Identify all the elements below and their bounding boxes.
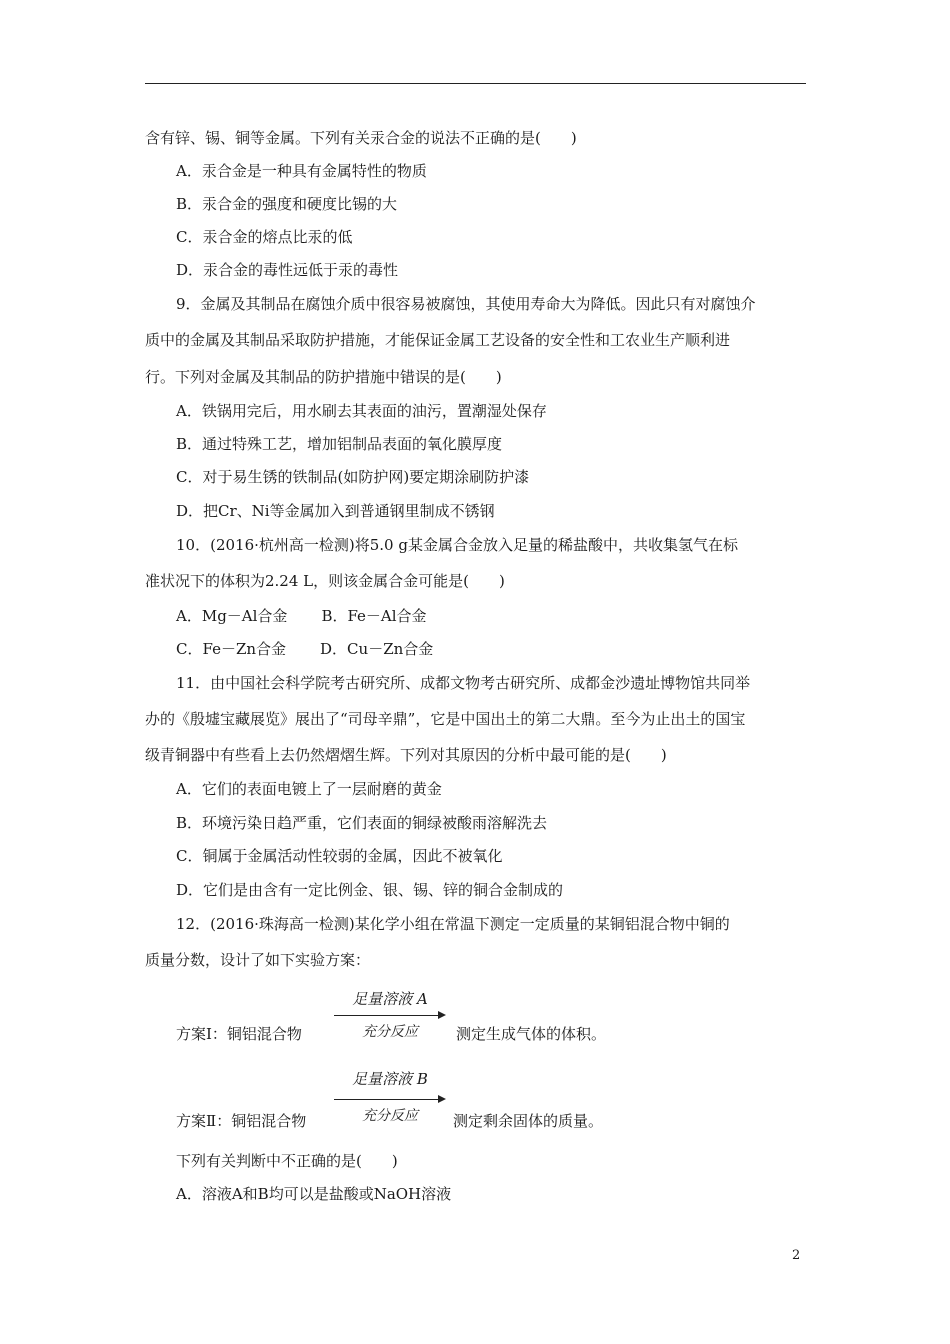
q11-stem-line3: 级青铜器中有些看上去仍然熠熠生辉。下列对其原因的分析中最可能的是( ): [145, 746, 667, 764]
q11-option-c: C．铜属于金属活动性较弱的金属，因此不被氧化: [176, 847, 503, 865]
scheme-1-arrow: [334, 988, 446, 1048]
q8-stem-tail: 含有锌、锡、铜等金属。下列有关汞合金的说法不正确的是( ): [145, 129, 577, 147]
q8-option-a: A．汞合金是一种具有金属特性的物质: [176, 162, 427, 180]
q10-stem-line1: 10．(2016·杭州高一检测)将5.0 g某金属合金放入足量的稀盐酸中，共收集氢气在标: [176, 536, 738, 554]
q10-option-b: B．Fe－Al合金: [321, 607, 427, 625]
q9-stem-line1: 9．金属及其制品在腐蚀介质中很容易被腐蚀，其使用寿命大为降低。因此只有对腐蚀介: [176, 295, 756, 313]
q12-option-a: A．溶液A和B均可以是盐酸或NaOH溶液: [176, 1185, 452, 1203]
scheme-1-arrowhead: [438, 1011, 446, 1019]
scheme-1-label: 方案Ⅰ：铜铝混合物: [176, 1025, 302, 1043]
q10-option-c: C．Fe－Zn合金: [176, 640, 287, 658]
scheme-2-result: 测定剩余固体的质量。: [453, 1112, 604, 1130]
q9-option-d: D．把Cr、Ni等金属加入到普通钢里制成不锈钢: [176, 502, 495, 520]
scheme-1-result: 测定生成气体的体积。: [456, 1025, 607, 1043]
q8-option-c: C．汞合金的熔点比汞的低: [176, 228, 353, 246]
q10-stem-line2: 准状况下的体积为2.24 L，则该金属合金可能是( ): [145, 572, 505, 590]
q9-option-c: C．对于易生锈的铁制品(如防护网)要定期涂刷防护漆: [176, 468, 530, 486]
q11-stem-line1: 11．由中国社会科学院考古研究所、成都文物考古研究所、成都金沙遗址博物馆共同举: [176, 674, 751, 692]
q9-stem-line2: 质中的金属及其制品采取防护措施，才能保证金属工艺设备的安全性和工农业生产顺利进: [145, 331, 731, 349]
header-rule: [145, 83, 806, 84]
scheme-2-label: 方案Ⅱ：铜铝混合物: [176, 1112, 307, 1130]
scheme-2-condition: 充分反应: [362, 1108, 418, 1124]
q10-option-a: A．Mg－Al合金: [176, 607, 288, 625]
scheme-1-arrow-line: [334, 1015, 442, 1016]
q9-option-b: B．通过特殊工艺，增加铝制品表面的氧化膜厚度: [176, 435, 503, 453]
scheme-1-reagent: 足量溶液 A: [352, 990, 428, 1008]
q11-option-a: A．它们的表面电镀上了一层耐磨的黄金: [176, 780, 442, 798]
q11-option-b: B．环境污染日趋严重，它们表面的铜绿被酸雨溶解洗去: [176, 814, 548, 832]
q12-stem-line2: 质量分数，设计了如下实验方案：: [145, 951, 371, 969]
scheme-2-reagent: 足量溶液 B: [352, 1070, 428, 1088]
q12-question: 下列有关判断中不正确的是( ): [176, 1152, 398, 1170]
scheme-1-condition: 充分反应: [362, 1024, 418, 1040]
q10-option-d: D．Cu－Zn合金: [320, 640, 434, 658]
q8-option-d: D．汞合金的毒性远低于汞的毒性: [176, 261, 399, 279]
page-number: 2: [792, 1248, 801, 1263]
q12-stem-line1: 12．(2016·珠海高一检测)某化学小组在常温下测定一定质量的某铜铝混合物中铜的: [176, 915, 730, 933]
q10-options-row1: [176, 606, 427, 626]
q8-option-b: B．汞合金的强度和硬度比锡的大: [176, 195, 398, 213]
q9-stem-line3: 行。下列对金属及其制品的防护措施中错误的是( ): [145, 368, 502, 386]
scheme-2-arrowhead: [438, 1095, 446, 1103]
q11-option-d: D．它们是由含有一定比例金、银、锡、锌的铜合金制成的: [176, 881, 564, 899]
scheme-2-arrow: [334, 1068, 446, 1128]
q10-options-row2: [176, 639, 433, 659]
q11-stem-line2: 办的《殷墟宝藏展览》展出了“司母辛鼎”，它是中国出土的第二大鼎。至今为止出土的国宝: [145, 710, 746, 728]
q9-option-a: A．铁锅用完后，用水刷去其表面的油污，置潮湿处保存: [176, 402, 547, 420]
scheme-2-arrow-line: [334, 1099, 442, 1100]
